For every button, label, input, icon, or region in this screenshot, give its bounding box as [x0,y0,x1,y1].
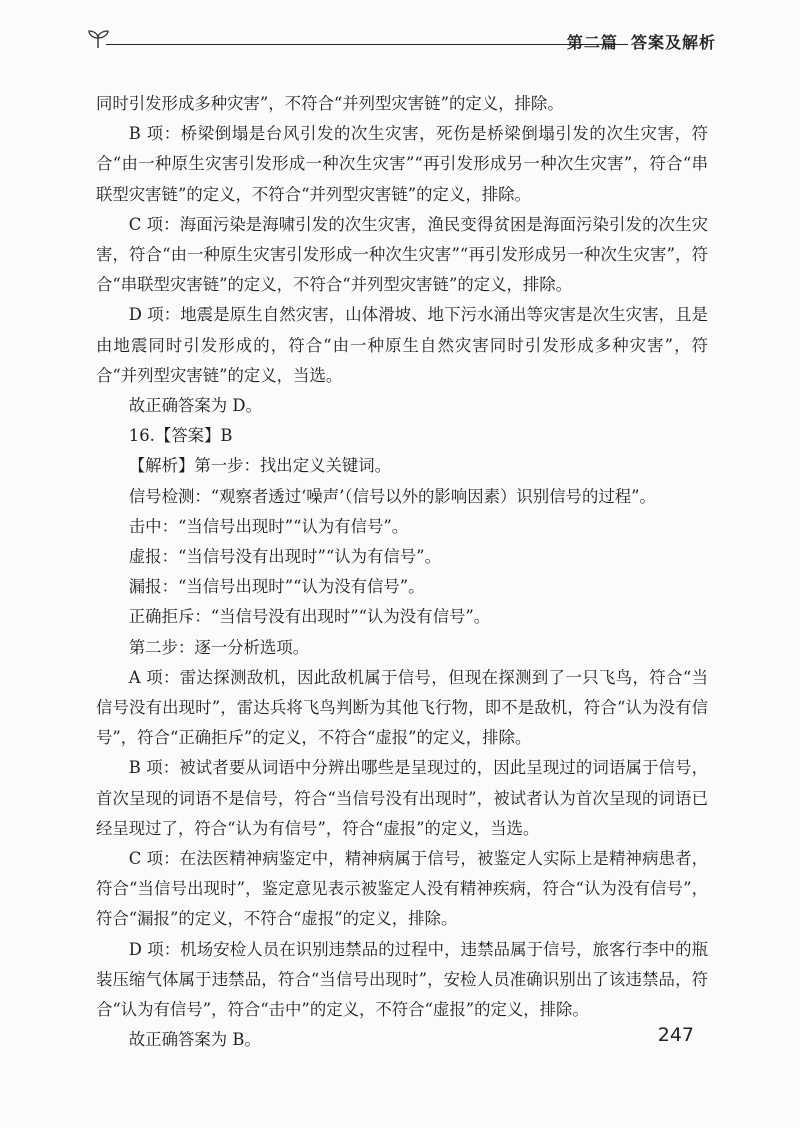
paragraph: D 项：机场安检人员在识别违禁品的过程中，违禁品属于信号，旅客行李中的瓶装压缩气体属于违禁品，符合“当信号出现时”，安检人员准确识别出了该违禁品，符合“认为有信号”，符合“击中”的定义，不符合“虚报”的定义，排除。 [96,939,708,1020]
definition: 漏报：“当信号出现时”“认为没有信号”。 [128,577,425,597]
paragraph: A 项：雷达探测敌机，因此敌机属于信号，但现在探测到了一只飞鸟，符合“当信号没有出现时”，雷达兵将飞鸟判断为其他飞行物，即不是敌机，符合“认为没有信号”，符合“正确拒斥”的定义，不符合“虚报”的定义，排除。 [96,667,708,748]
sprout-icon [86,28,112,50]
paragraph: B 项：被试者要从词语中分辨出哪些是呈现过的，因此呈现过的词语属于信号，首次呈现的词语不是信号，符合“当信号没有出现时”，被试者认为首次呈现的词语已经呈现过了，符合“认为有信号”，符合“虚报”的定义，当选。 [96,758,708,838]
paragraph: 同时引发形成多种灾害”，不符合“并列型灾害链”的定义，排除。 [96,94,564,113]
definition: 击中：“当信号出现时”“认为有信号”。 [128,516,409,536]
definition: 虚报：“当信号没有出现时”“认为有信号”。 [128,547,441,567]
header-section: 第二篇 [566,33,618,52]
analysis-step: 【解析】第一步：找出定义关键词。 [128,456,392,476]
page-body [96,89,708,1056]
question-answer: 16.【答案】B [128,426,233,446]
paragraph: C 项：在法医精神病鉴定中，精神病属于信号，被鉴定人实际上是精神病患者，符合“当信号出现时”，鉴定意见表示被鉴定人没有精神疾病，符合“认为没有信号”，符合“漏报”的定义，不符合“虚报”的定义，排除。 [96,849,708,929]
paragraph: C 项：海面污染是海啸引发的次生灾害，渔民变得贫困是海面污染引发的次生灾害，符合“由一种原生灾害引发形成一种次生灾害”“再引发形成另一种次生灾害”，符合“串联型灾害链”的定义，不符合“并列型灾害链”的定义，排除。 [96,214,708,295]
definition: 正确拒斥：“当信号没有出现时”“认为没有信号”。 [128,607,491,627]
paragraph: B 项：桥梁倒塌是台风引发的次生灾害，死伤是桥梁倒塌引发的次生灾害，符合“由一种原生灾害引发形成一种次生灾害”“再引发形成另一种次生灾害”，符合“串联型灾害链”的定义，不符合“并列型灾害链”的定义，排除。 [96,124,708,204]
analysis-step: 第二步：逐一分析选项。 [128,637,310,657]
page-number: 247 [657,1024,694,1046]
header-rule [106,44,628,45]
conclusion: 故正确答案为 B。 [128,1030,261,1050]
paragraph: D 项：地震是原生自然灾害，山体滑坡、地下污水涌出等灾害是次生灾害，且是由地震同时引发形成的，符合“由一种原生自然灾害同时引发形成多种灾害”，符合“并列型灾害链”的定义，当选。 [96,305,708,385]
header-title [567,30,716,53]
header-chapter-title: 答案及解析 [630,33,716,52]
definition: 信号检测：“观察者透过‘噪声’（信号以外的影响因素）识别信号的过程”。 [128,486,656,506]
running-header [86,28,716,62]
conclusion: 故正确答案为 D。 [128,396,262,416]
